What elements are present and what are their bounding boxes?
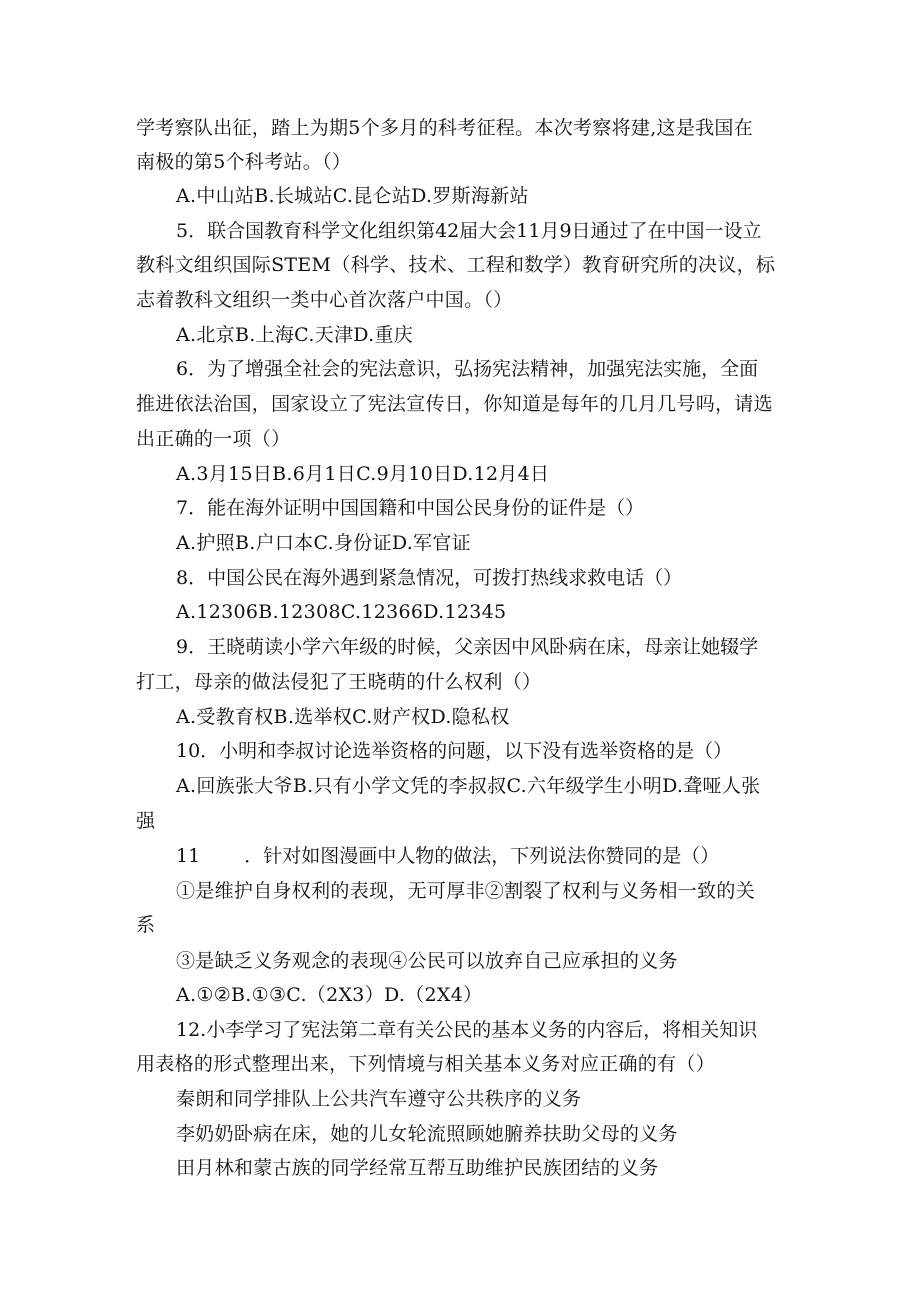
text-line: 南极的第5个科考站。（）: [136, 151, 352, 173]
text-line: 出正确的一项（）: [136, 428, 291, 450]
answer-options: A.3月15日B.6月1日C.9月10日D.12月4日: [176, 463, 550, 485]
text-line: 用表格的形式整理出来，下列情境与相关基本义务对应正确的有（）: [136, 1053, 716, 1075]
answer-options: A.①②B.①③C.（2X3）D.（2X4）: [176, 984, 483, 1006]
question-7: 7．能在海外证明中国国籍和中国公民身份的证件是（）: [176, 497, 645, 519]
text-line: 志着教科文组织一类中心首次落户中国。（）: [136, 289, 513, 311]
answer-options: A.受教育权B.选举权C.财产权D.隐私权: [176, 706, 510, 728]
answer-options: A.回族张大爷B.只有小学文凭的李叔叔C.六年级学生小明D.聋哑人张: [176, 775, 761, 797]
text-line: ①是维护自身权利的表现，无可厚非②割裂了权利与义务相一致的关: [176, 880, 756, 902]
answer-options: A.护照B.户口本C.身份证D.军官证: [176, 532, 471, 554]
answer-options: A.北京B.上海C.天津D.重庆: [176, 324, 414, 346]
text-line: 强: [136, 810, 156, 832]
question-number: 11: [176, 845, 201, 867]
text-line: 系: [136, 914, 156, 936]
text-line: 教科文组织国际STEM（科学、技术、工程和数学）教育研究所的决议，标: [136, 254, 776, 276]
question-9: 9．王晓萌读小学六年级的时候，父亲因中风卧病在床，母亲让她辍学: [176, 636, 759, 658]
question-text: ．针对如图漫画中人物的做法，下列说法你赞同的是（）: [244, 845, 720, 867]
question-5: 5．联合国教育科学文化组织第42届大会11月9日通过了在中国一设立: [176, 220, 762, 242]
text-line: 秦朗和同学排队上公共汽车遵守公共秩序的义务: [176, 1088, 582, 1110]
answer-options: A.中山站B.长城站C.昆仑站D.罗斯海新站: [176, 185, 529, 207]
text-line: 李奶奶卧病在床，她的儿女轮流照顾她腑养扶助父母的义务: [176, 1123, 678, 1145]
question-12: 12.小李学习了宪法第二章有关公民的基本义务的内容后，将相关知识: [176, 1019, 758, 1041]
text-line: 田月林和蒙古族的同学经常互帮互助维护民族团结的义务: [176, 1157, 659, 1179]
text-line: ③是缺乏义务观念的表现④公民可以放弃自己应承担的义务: [176, 950, 678, 972]
question-11: [176, 843, 719, 869]
question-10: 10．小明和李叔讨论选举资格的问题，以下没有选举资格的是（）: [176, 740, 733, 762]
answer-options: A.12306B.12308C.12366D.12345: [176, 601, 507, 623]
text-line: 打工，母亲的做法侵犯了王晓萌的什么权利（）: [136, 671, 542, 693]
question-6: 6．为了增强全社会的宪法意识，弘扬宪法精神，加强宪法实施，全面: [176, 358, 759, 380]
text-line: 学考察队出征，踏上为期5个多月的科考征程。本次考察将建,这是我国在: [136, 117, 754, 139]
question-8: 8．中国公民在海外遇到紧急情况，可拨打热线求救电话（）: [176, 567, 683, 589]
text-line: 推进依法治国，国家设立了宪法宣传日，你知道是每年的几月几号吗，请选: [136, 393, 773, 415]
